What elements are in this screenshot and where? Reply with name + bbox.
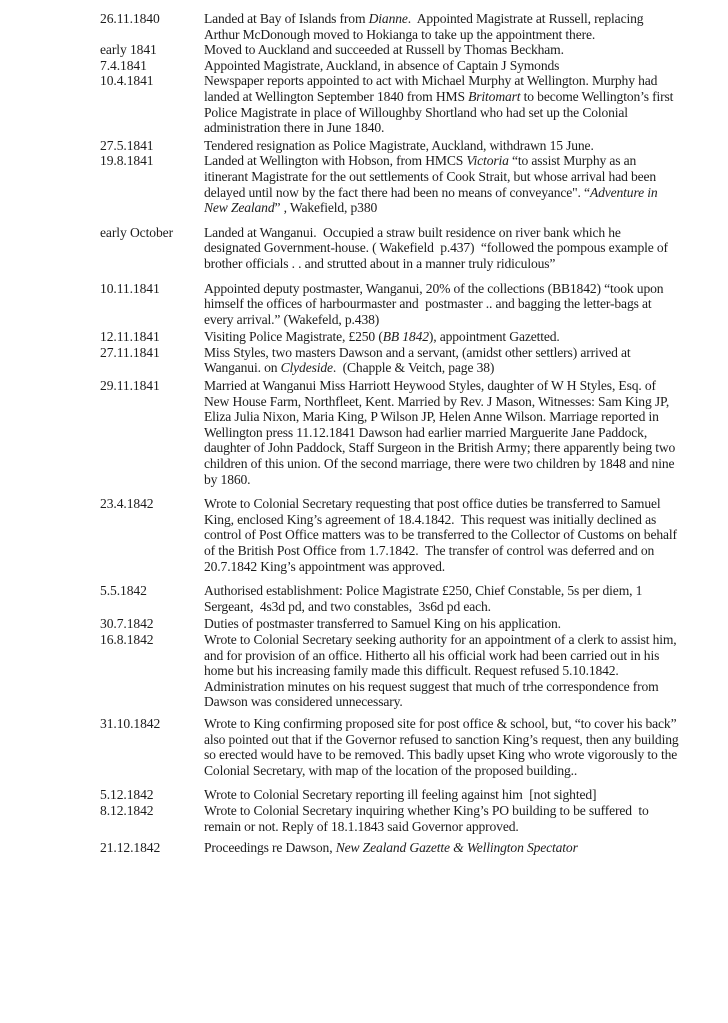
entry-description [204, 583, 680, 614]
description-text: ), appointment Gazetted. [428, 329, 560, 345]
timeline-entry [100, 803, 680, 834]
description-text: Wrote to Colonial Secretary inquiring whether King’s PO building to be suffered to remain or not. Reply of 18.1.1843 said Governor approved. [204, 802, 652, 834]
entry-description [204, 281, 680, 328]
entry-date: 27.11.1841 [100, 344, 160, 360]
entry-description [204, 329, 680, 345]
italic-title-text: BB 1842 [382, 329, 429, 345]
entry-date: 12.11.1841 [100, 329, 160, 345]
timeline-entry [100, 58, 680, 74]
entry-date: 5.12.1842 [100, 787, 154, 803]
timeline-entry [100, 716, 680, 778]
description-text: ” , Wakefield, p380 [274, 200, 378, 216]
entry-date: 8.12.1842 [100, 802, 154, 818]
description-text: Wrote to Colonial Secretary seeking authority for an appointment of a clerk to assist him, and for provision of an office. Hitherto all his official work had been carried out in his home but his increasing family made this difficult. Request refused 5.10.1842. Administration minutes on his request suggest that much of trhe correspondence from Dawson was considered unnecessary. [204, 631, 680, 710]
entry-date: 27.5.1841 [100, 137, 154, 153]
timeline-entry [100, 138, 680, 154]
entry-date: 19.8.1841 [100, 153, 154, 169]
description-text: to become Wellington’s first Police Magistrate in place of Willoughby Shortland who had set up the Colonial administration there in June 1840. [204, 88, 677, 136]
timeline-entry [100, 225, 680, 272]
italic-title-text: Victoria [466, 153, 509, 169]
italic-title-text: New Zealand Gazette & Wellington Spectator [335, 840, 578, 856]
entry-description [204, 616, 680, 632]
description-text: Landed at Bay of Islands from [204, 11, 369, 26]
italic-title-text: Adventure in New Zealand [204, 184, 661, 216]
entry-description [204, 840, 680, 856]
description-text: Appointed deputy postmaster, Wanganui, 20% of the collections (BB1842) “took upon himself the offices of harbourmaster and postmaster .. and bagging the letter-bags at every arrival.” (Wakefeld, p.438) [204, 280, 667, 327]
timeline-entry [100, 632, 680, 710]
entry-date: 5.5.1842 [100, 583, 147, 599]
description-text: Landed at Wanganui. Occupied a straw built residence on river bank which he designated Government-house. ( Wakefield p.437) “followed the pompous example of brother officials . . and strutted about in a manner truly ridiculous” [204, 224, 672, 271]
entry-date: 23.4.1842 [100, 496, 154, 512]
entry-date: 26.11.1840 [100, 11, 160, 26]
italic-title-text: Clydeside [280, 360, 333, 376]
description-text: Newspaper reports appointed to act with Michael Murphy at Wellington. Murphy had landed at Wellington September 1840 from HMS [204, 73, 661, 104]
entry-description [204, 378, 680, 487]
description-text: . Appointed Magistrate at Russell, replacing Arthur McDonough moved to Hokianga to take up the appointment there. [204, 11, 646, 42]
entry-date: early October [100, 224, 174, 240]
description-text: Wrote to Colonial Secretary requesting that post office duties be transferred to Samuel King, enclosed King’s agreement of 18.4.1842. This request was initially declined as control of Post Office matters was to be transferred to the Collector of Customs on behalf of the British Post Office from 1.7.1842. The transfer of control was deferred and on 20.7.1842 King’s appointment was approved. [204, 496, 681, 574]
description-text: Married at Wanganui Miss Harriott Heywood Styles, daughter of W H Styles, Esq. of New House Farm, Northfleet, Kent. Married by Rev. J Mason, Witnesses: Sam King JP, Eliza Julia Nixon, Maria King, P Wilson JP, Helen Anne Wilson. Marriage reported in Wellington press 11.12.1841 Dawson had earlier married Marguerite Jane Paddock, daughter of John Paddock, Staff Surgeon in the British Army; there apparently being two children of this union. Of the second marriage, there were two children by 1848 and nine by 1860. [204, 378, 679, 487]
description-text: . (Chapple & Veitch, page 38) [332, 360, 495, 376]
entry-description [204, 73, 680, 135]
entry-description [204, 716, 680, 778]
italic-title-text: Britomart [468, 88, 521, 104]
entry-description [204, 153, 680, 215]
description-text: Tendered resignation as Police Magistrate, Auckland, withdrawn 15 June. [204, 137, 594, 153]
timeline-entry [100, 11, 680, 42]
description-text: “to assist Murphy as an itinerant Magistrate for the out settlements of Cook Strait, but whose arrival had been delayed until now by the fact there had been no means of conveyance". “ [204, 153, 660, 200]
entry-description [204, 58, 680, 74]
entry-description [204, 42, 680, 58]
entry-description [204, 632, 680, 710]
description-text: Miss Styles, two masters Dawson and a servant, (amidst other settlers) arrived at Wanganui. on [204, 344, 634, 376]
entry-date: 10.4.1841 [100, 73, 154, 89]
timeline-entry [100, 345, 680, 376]
entry-date: 29.11.1841 [100, 378, 160, 394]
timeline-entry [100, 616, 680, 632]
entry-description [204, 345, 680, 376]
timeline-entry [100, 496, 680, 574]
timeline-entry [100, 329, 680, 345]
entry-description [204, 496, 680, 574]
entry-description [204, 787, 680, 803]
timeline-entry [100, 583, 680, 614]
timeline-entry [100, 281, 680, 328]
entry-description [204, 11, 680, 42]
description-text: Wrote to King confirming proposed site for post office & school, but, “to cover his back” also pointed out that if the Governor refused to sanction King’s request, then any building so erected would have to be removed. This badly upset King who wrote vigorously to the Colonial Secretary, with map of the location of the proposed building.. [204, 715, 682, 778]
entry-description [204, 138, 680, 154]
timeline-entry [100, 153, 680, 215]
timeline-entry [100, 42, 680, 58]
description-text: Landed at Wellington with Hobson, from HMCS [204, 153, 467, 169]
timeline-entry [100, 840, 680, 856]
entry-date: 21.12.1842 [100, 840, 161, 856]
description-text: Authorised establishment: Police Magistrate £250, Chief Constable, 5s per diem, 1 Sergeant, 4s3d pd, and two constables, 3s6d pd each. [204, 583, 646, 614]
entry-date: 31.10.1842 [100, 715, 161, 731]
timeline-entry [100, 787, 680, 803]
entry-description [204, 225, 680, 272]
entry-date: 7.4.1841 [100, 57, 147, 73]
description-text: Moved to Auckland and succeeded at Russell by Thomas Beckham. [204, 42, 564, 58]
entry-description [204, 803, 680, 834]
entry-date: 10.11.1841 [100, 280, 160, 296]
description-text: Duties of postmaster transferred to Samuel King on his application. [204, 616, 561, 632]
entry-date: 16.8.1842 [100, 631, 154, 647]
timeline-entry [100, 73, 680, 135]
chronology-list [100, 11, 680, 856]
timeline-entry [100, 378, 680, 487]
description-text: Appointed Magistrate, Auckland, in absence of Captain J Symonds [204, 57, 560, 73]
entry-date: 30.7.1842 [100, 616, 154, 632]
italic-title-text: Dianne [368, 11, 408, 26]
description-text: Visiting Police Magistrate, £250 ( [204, 329, 383, 345]
description-text: Wrote to Colonial Secretary reporting ill feeling against him [not sighted] [204, 787, 597, 803]
description-text: Proceedings re Dawson, [204, 840, 336, 856]
entry-date: early 1841 [100, 42, 157, 58]
